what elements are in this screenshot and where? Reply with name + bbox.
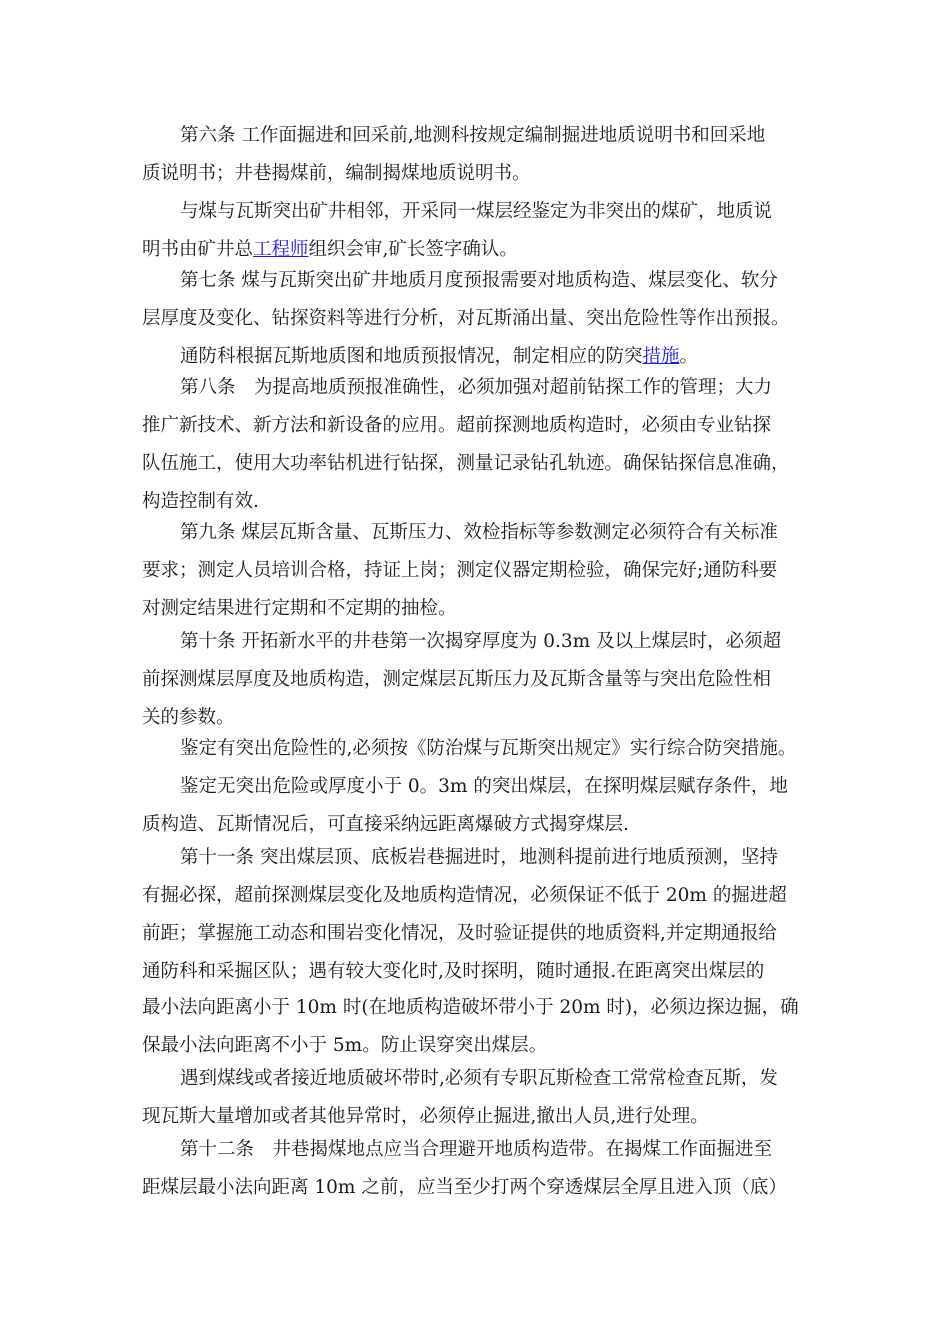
text-segment: 第六条 工作面掘进和回采前,地测科按规定编制掘进地质说明书和回采地 (180, 125, 766, 146)
text-segment: 组织会审,矿长签字确认。 (308, 239, 518, 260)
text-line (142, 960, 764, 984)
text-line (142, 884, 787, 908)
text-line (180, 376, 772, 400)
text-segment: 通防科和采掘区队；遇有较大变化时,及时探明，随时通报.在距离突出煤层的 (142, 961, 765, 982)
text-line (142, 813, 629, 837)
text-line (180, 521, 778, 545)
text-segment: 推广新技术、新方法和新设备的应用。超前探测地质构造时，必须由专业钻探 (142, 415, 772, 436)
text-segment: 最小法向距离小于 10m 时(在地质构造破坏带小于 20m 时)，必须边探边掘，确 (142, 997, 799, 1018)
text-line (180, 737, 796, 761)
text-line (142, 559, 777, 583)
text-segment: 与煤与瓦斯突出矿井相邻，开采同一煤层经鉴定为非突出的煤矿，地质说 (180, 201, 773, 222)
text-segment: 通防科根据瓦斯地质图和地质预报情况，制定相应的防突 (180, 346, 643, 367)
text-segment: 关的参数。 (142, 707, 235, 728)
text-segment: 第十一条 突出煤层顶、底板岩巷掘进时，地测科提前进行地质预测，坚持 (180, 847, 778, 868)
text-line (180, 269, 778, 293)
text-line (180, 124, 765, 148)
text-line (180, 1067, 778, 1091)
text-line (142, 490, 259, 514)
text-line (180, 1138, 772, 1162)
text-segment: 第八条 为提高地质预报准确性，必须加强对超前钻探工作的管理；大力 (180, 377, 773, 398)
text-segment: 前距；掌握施工动态和围岩变化情况，及时验证提供的地质资料,并定期通报给 (142, 923, 777, 944)
text-line (142, 996, 799, 1020)
text-segment: 明书由矿井总 (142, 239, 254, 260)
hyperlink[interactable]: 措施 (642, 346, 680, 367)
text-line (142, 414, 771, 438)
text-segment: 层厚度及变化、钻探资料等进行分析，对瓦斯涌出量、突出危险性等作出预报。 (142, 308, 790, 329)
text-line (180, 630, 781, 654)
text-segment: 第七条 煤与瓦斯突出矿井地质月度预报需要对地质构造、煤层变化、软分 (180, 270, 778, 291)
text-segment: 保最小法向距离不小于 5m。防止误穿突出煤层。 (142, 1035, 548, 1056)
text-segment: 遇到煤线或者接近地质破坏带时,必须有专职瓦斯检查工常常检查瓦斯，发 (180, 1068, 778, 1089)
text-segment: 鉴定无突出危险或厚度小于 0。3m 的突出煤层，在探明煤层赋存条件，地 (180, 776, 788, 797)
text-segment: 要求；测定人员培训合格，持证上岗；测定仪器定期检验，确保完好;通防科要 (142, 560, 778, 581)
text-line (142, 706, 235, 730)
text-segment: 质构造、瓦斯情况后，可直接采纳远距离爆破方式揭穿煤层. (142, 814, 629, 835)
text-segment: 第十二条 井巷揭煤地点应当合理避开地质构造带。在揭煤工作面掘进至 (180, 1139, 773, 1160)
text-line (142, 1176, 787, 1200)
text-line (142, 307, 790, 331)
text-segment: 第十条 开拓新水平的井巷第一次揭穿厚度为 0.3m 及以上煤层时，必须超 (180, 631, 782, 652)
text-line (142, 922, 777, 946)
text-line (142, 668, 771, 692)
text-segment: 质说明书；井巷揭煤前，编制揭煤地质说明书。 (142, 163, 531, 184)
text-segment: 距煤层最小法向距离 10m 之前，应当至少打两个穿透煤层全厚且进入顶（底） (142, 1177, 787, 1198)
text-segment: 构造控制有效. (142, 491, 259, 512)
text-line (180, 846, 778, 870)
text-line (180, 200, 772, 224)
text-segment: 前探测煤层厚度及地质构造，测定煤层瓦斯压力及瓦斯含量等与突出危险性相 (142, 669, 772, 690)
text-line (142, 238, 518, 262)
text-segment: 。 (679, 346, 699, 367)
text-line (142, 452, 790, 476)
text-segment: 鉴定有突出危险性的,必须按《防治煤与瓦斯突出规定》实行综合防突措施。 (180, 738, 797, 759)
text-segment: 第九条 煤层瓦斯含量、瓦斯压力、效检指标等参数测定必须符合有关标准 (180, 522, 778, 543)
hyperlink[interactable]: 工程师 (253, 239, 309, 260)
text-segment: 对测定结果进行定期和不定期的抽检。 (142, 598, 457, 619)
text-line (142, 162, 531, 186)
text-line (142, 1105, 709, 1129)
text-line (180, 775, 788, 799)
text-segment: 现瓦斯大量增加或者其他异常时，必须停止掘进,撤出人员,进行处理。 (142, 1106, 709, 1127)
text-line (142, 1034, 547, 1058)
text-line (180, 345, 698, 369)
text-segment: 有掘必探，超前探测煤层变化及地质构造情况，必须保证不低于 20m 的掘进超 (142, 885, 787, 906)
text-segment: 队伍施工，使用大功率钻机进行钻探，测量记录钻孔轨迹。确保钻探信息准确， (142, 453, 790, 474)
text-line (142, 597, 457, 621)
